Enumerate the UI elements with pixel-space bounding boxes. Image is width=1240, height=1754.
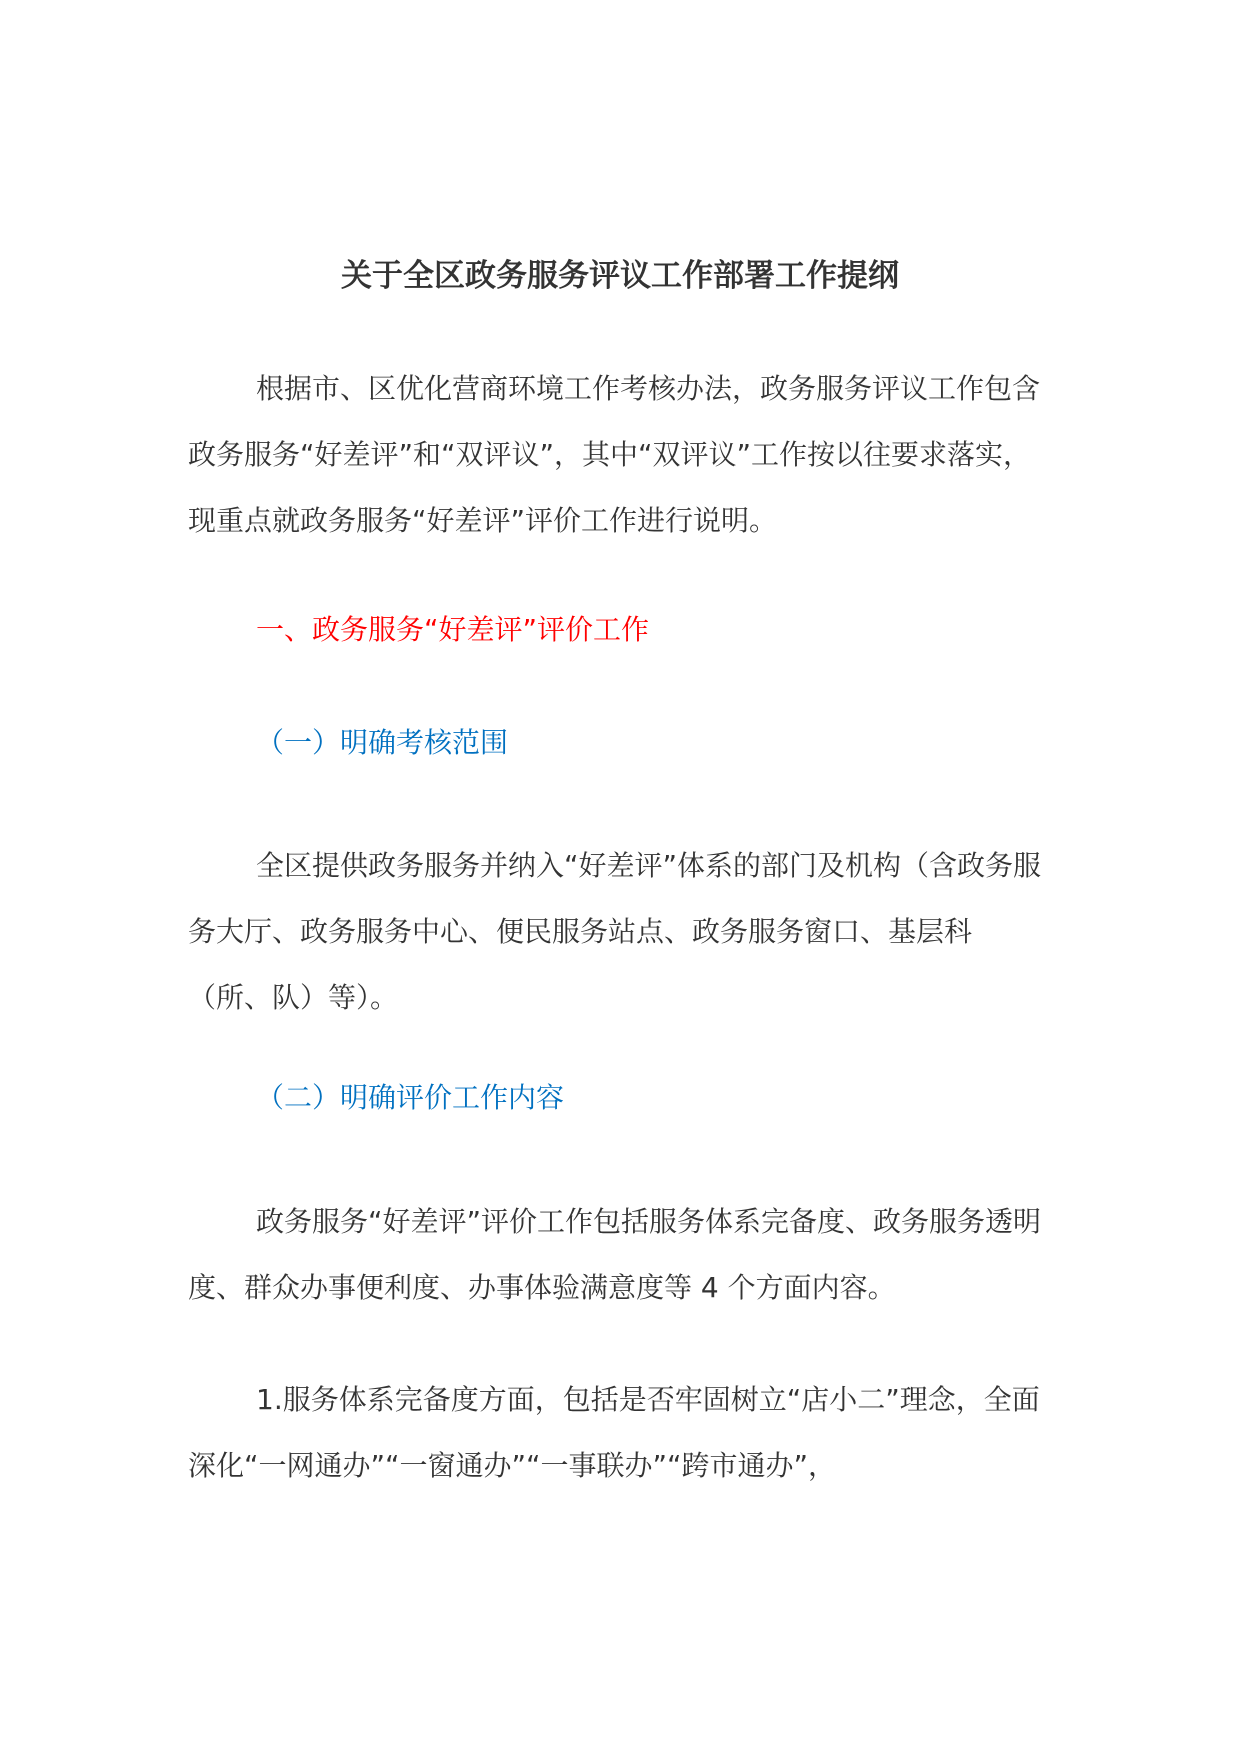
content-paragraph: 政务服务“好差评”评价工作包括服务体系完备度、政务服务透明度、群众办事便利度、办事体验满意度等 4 个方面内容。 (188, 1205, 1042, 1304)
document-title: 关于全区政务服务评议工作部署工作提纲 (341, 258, 899, 294)
subsection-heading-content: （二）明确评价工作内容 (256, 1081, 565, 1114)
scope-paragraph: 全区提供政务服务并纳入“好差评”体系的部门及机构（含政务服务大厅、政务服务中心、便民服务站点、政务服务窗口、基层科（所、队）等）。 (188, 849, 1042, 1014)
intro-paragraph: 根据市、区优化营商环境工作考核办法，政务服务评议工作包含政务服务“好差评”和“双评议”，其中“双评议”工作按以往要求落实，现重点就政务服务“好差评”评价工作进行说明。 (188, 372, 1041, 537)
section-heading: 一、政务服务“好差评”评价工作 (256, 613, 650, 646)
subsection-heading-scope: （一）明确考核范围 (256, 726, 509, 759)
item-1-paragraph: 1.服务体系完备度方面，包括是否牢固树立“店小二”理念，全面深化“一网通办”“一窗通办”“一事联办”“跨市通办”， (188, 1383, 1040, 1482)
